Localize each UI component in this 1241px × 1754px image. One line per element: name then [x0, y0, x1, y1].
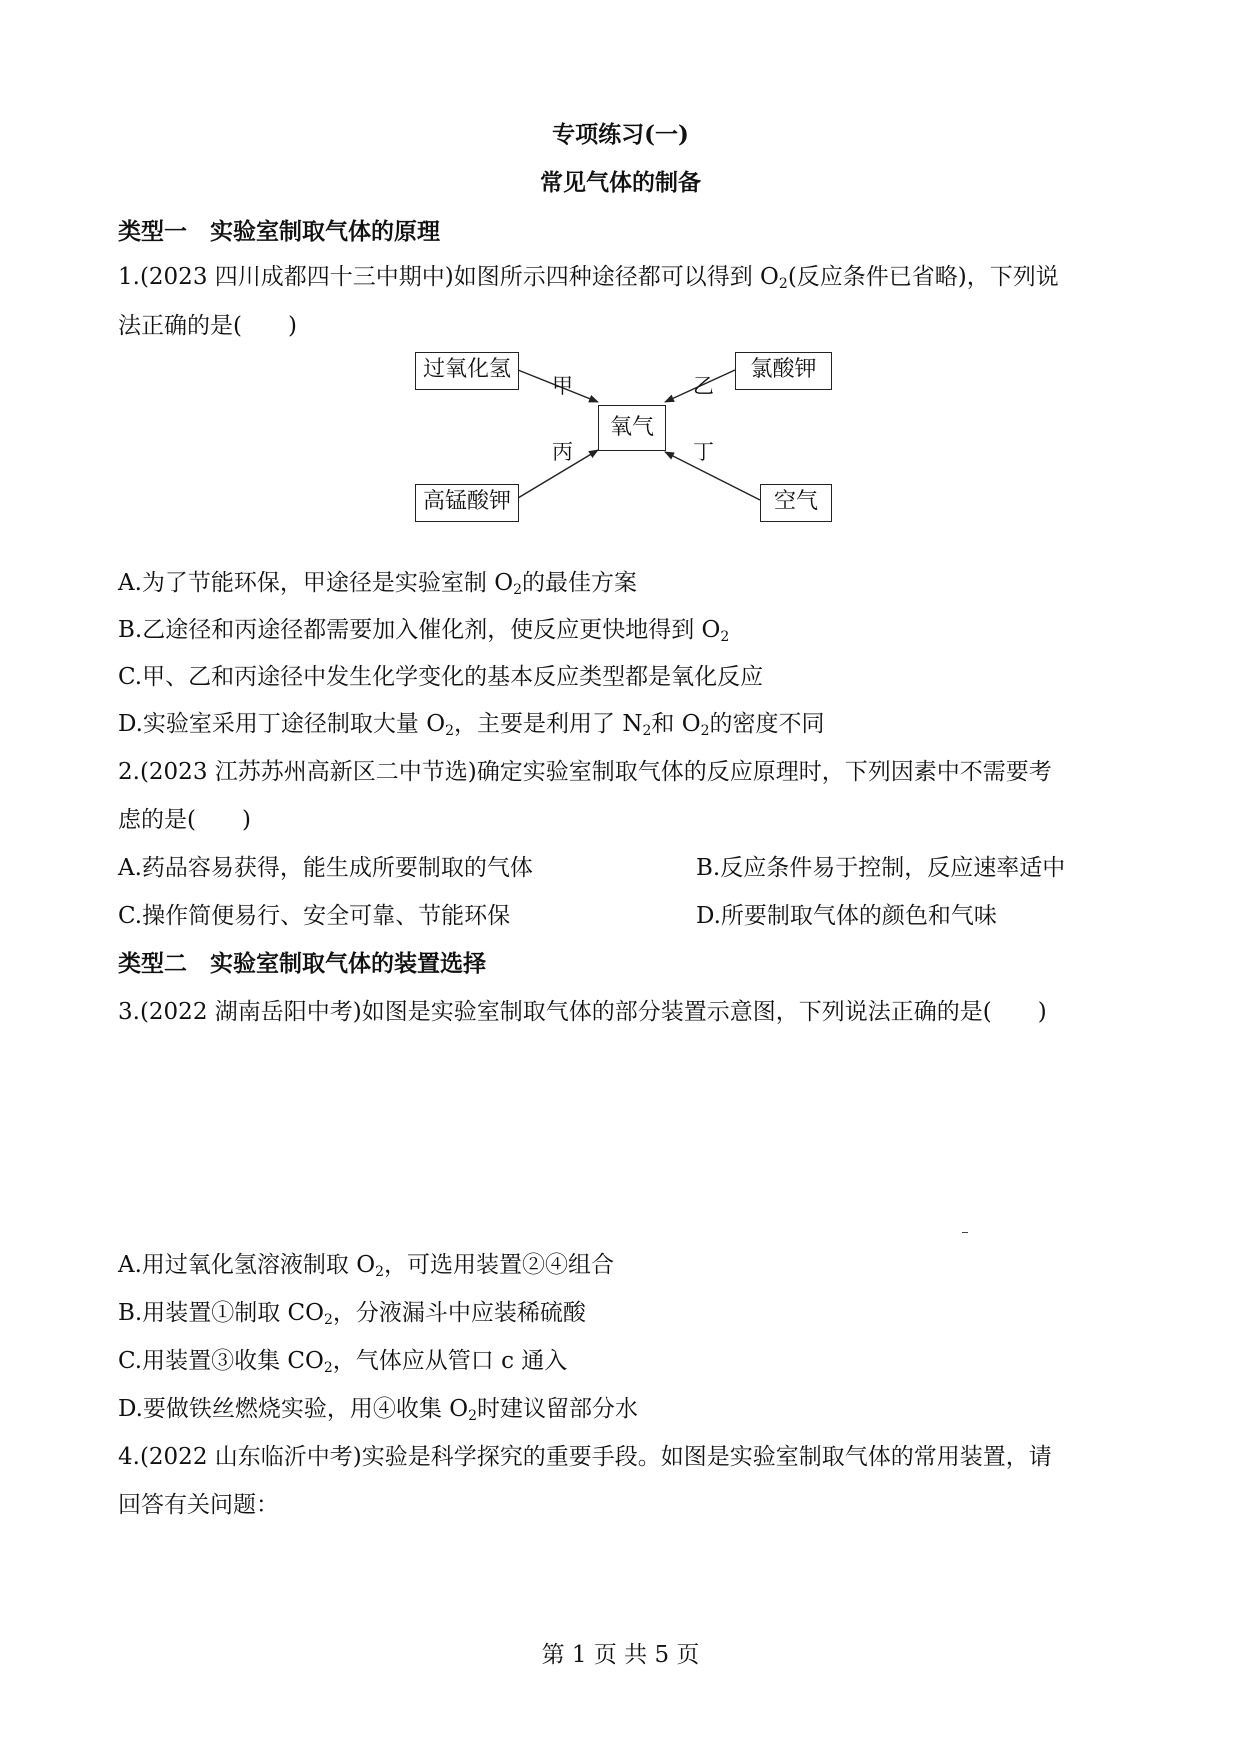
question-1-option-d: D.实验室采用丁途径制取大量 $O_2$，主要是利用了 $N_2$和 $O_2$的密度不同	[118, 711, 825, 739]
label-route-a: 甲	[552, 374, 573, 398]
question-3-option-b: B.用装置①制取 $CO_2$，分液漏斗中应装稀硫酸	[118, 1300, 586, 1328]
box-potassium-chlorate: 氯酸钾	[735, 352, 832, 390]
question-4-line-1: 4.(2022 山东临沂中考)实验是科学探究的重要手段。如图是实验室制取气体的常用装置，请	[118, 1444, 1052, 1470]
question-2-option-d: D.所要制取气体的颜色和气味	[696, 903, 997, 929]
question-1-line-2: 法正确的是( )	[118, 313, 297, 339]
figure-placeholder-mark	[962, 1232, 968, 1233]
section-heading-2: 类型二 实验室制取气体的装置选择	[118, 950, 486, 977]
question-4-line-2: 回答有关问题：	[118, 1492, 279, 1518]
question-1-option-b: B.乙途径和丙途径都需要加入催化剂，使反应更快地得到 $O_2$	[118, 617, 730, 645]
question-2-option-b: B.反应条件易于控制，反应速率适中	[696, 855, 1066, 881]
question-3-line-1: 3.(2022 湖南岳阳中考)如图是实验室制取气体的部分装置示意图，下列说法正确的是( )	[118, 999, 1047, 1025]
question-1-line-1: 1.(2023 四川成都四十三中期中)如图所示四种途径都可以得到 $O_2$(反应条件已省略)，下列说	[118, 264, 1059, 292]
question-3-option-d: D.要做铁丝燃烧实验，用④收集 $O_2$时建议留部分水	[118, 1396, 639, 1424]
label-route-d: 丁	[693, 440, 714, 464]
box-hydrogen-peroxide: 过氧化氢	[415, 352, 519, 390]
label-route-c: 丙	[552, 440, 573, 464]
question-2-line-2: 虑的是( )	[118, 807, 251, 833]
page-footer: 第 1 页 共 5 页	[541, 1642, 700, 1668]
question-2-line-1: 2.(2023 江苏苏州高新区二中节选)确定实验室制取气体的反应原理时，下列因素中不需要考	[118, 759, 1052, 785]
label-route-b: 乙	[693, 374, 714, 398]
question-3-option-c: C.用装置③收集 $CO_2$，气体应从管口 c 通入	[118, 1348, 568, 1376]
page-subtitle: 常见气体的制备	[540, 169, 701, 196]
question-1-option-a: A.为了节能环保，甲途径是实验室制 $O_2$的最佳方案	[118, 570, 638, 598]
question-1-option-c: C.甲、乙和丙途径中发生化学变化的基本反应类型都是氧化反应	[118, 664, 764, 690]
section-heading-1: 类型一 实验室制取气体的原理	[118, 218, 440, 245]
question-2-option-a: A.药品容易获得，能生成所要制取的气体	[118, 855, 533, 881]
question-2-option-c: C.操作简便易行、安全可靠、节能环保	[118, 903, 511, 929]
question-3-option-a: A.用过氧化氢溶液制取 $O_2$，可选用装置②④组合	[118, 1252, 615, 1280]
box-air: 空气	[760, 484, 832, 522]
box-oxygen: 氧气	[598, 405, 666, 451]
box-potassium-permanganate: 高锰酸钾	[415, 484, 519, 522]
page-title: 专项练习(一)	[552, 121, 689, 148]
oxygen-routes-diagram	[415, 350, 835, 530]
